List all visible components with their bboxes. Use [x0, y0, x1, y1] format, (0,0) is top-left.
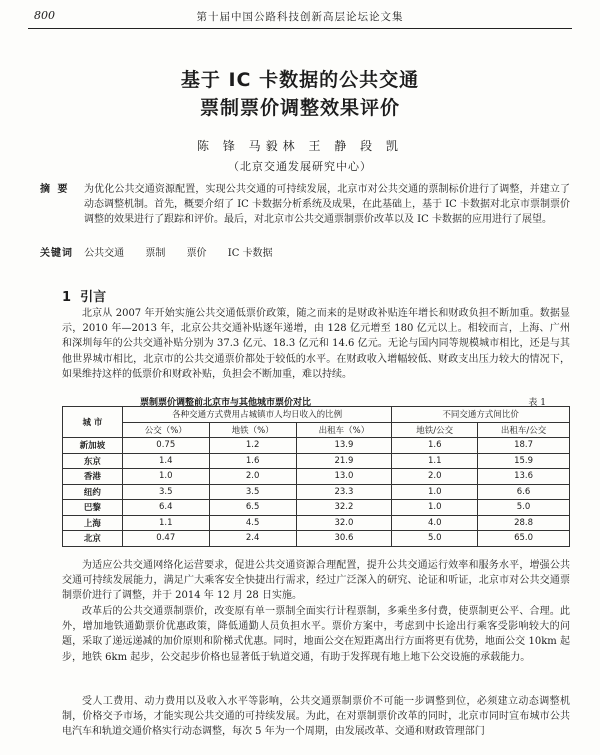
table-cell: 1.1 [392, 453, 478, 469]
table-cell-city: 北京 [63, 531, 123, 547]
table-cell: 1.6 [209, 453, 296, 469]
table-cell-city: 上海 [63, 515, 123, 531]
table-cell: 13.9 [296, 438, 392, 454]
table-row [63, 484, 570, 500]
table-cell: 21.9 [296, 453, 392, 469]
abstract-text: 为优化公共交通资源配置，实现公共交通的可持续发展，北京市对公共交通的票制标价进行了调整，并建立了动态调整机制。首先，概要介绍了 IC 卡数据分析系统及成果，在此基础上，基于 IC 卡数据对北京市票制票价调整的效果进行了跟踪和评价。最后，对北京市公共交通票制票价改革以及 IC 卡数据的应用进行了展望。 [84, 184, 570, 225]
paragraph-4: 受人工费用、动力费用以及收入水平等影响，公共交通票制票价不可能一步调整到位，必须建立动态调整机制，价格交予市场，才能实现公共交通的可持续发展。为此，在对票制票价改革的同时，北京市同时宣布城市公共电汽车和轨道交通价格实行动态调整，每次 5 年为一个周期，由发展改革、交通和财政管理部门 [62, 696, 570, 738]
table-cell: 32.0 [296, 515, 392, 531]
table-cell: 4.5 [209, 515, 296, 531]
table-cell: 5.0 [478, 500, 570, 516]
table-cell: 3.5 [209, 484, 296, 500]
table-cell: 2.0 [392, 469, 478, 485]
table-subheader: 地铁/公交 [392, 422, 478, 438]
table-row [63, 531, 570, 547]
table-cell: 28.8 [478, 515, 570, 531]
table-cell: 13.6 [478, 469, 570, 485]
table-cell: 23.3 [296, 484, 392, 500]
paragraph-1: 北京从 2007 年开始实施公共交通低票价政策，随之而来的是财政补贴连年增长和财政负担不断加重。数据显示，2010 年—2013 年，北京公共交通补贴逐年递增，由 128 亿元增至 180 亿元以上。相较而言，上海、广州和深圳每年的公共交通补贴分别为 37.3 亿元、18.3 亿元和 14.6 亿元。无论与国内同等规模城市相比，还是与其他世界城市相比，北京市的公共交通票价都处于较低的水平。在财政收入增幅较低、财政支出压力较大的情况下，如果维持这样的低票价和财政补贴，负担会不断加重，难以持续。 [62, 308, 570, 380]
journal-title: 第十届中国公路科技创新高层论坛论文集 [196, 11, 404, 23]
table-cell: 2.4 [209, 531, 296, 547]
table-cell: 18.7 [478, 438, 570, 454]
abstract [40, 182, 570, 227]
table-row [63, 438, 570, 454]
table-cell: 3.5 [122, 484, 209, 500]
paragraph-2: 为适应公共交通网络化运营要求，促进公共交通资源合理配置，提升公共交通运行效率和服务水平，增强公共交通可持续发展能力，满足广大乘客安全快捷出行需求，经过广泛深入的研究、论证和听证，北京市对公共交通票制票价进行了调整，并于 2014 年 12 月 28 日实施。 [62, 560, 570, 602]
paper-title-line2: 票制票价调整效果评价 [199, 97, 400, 119]
table-label: 表 1 [528, 398, 546, 408]
table-cell: 5.0 [392, 531, 478, 547]
table-cell-city: 东京 [63, 453, 123, 469]
section-number: 1 [62, 290, 72, 305]
table-cell: 6.4 [122, 500, 209, 516]
table-row [63, 515, 570, 531]
table-cell: 32.2 [296, 500, 392, 516]
table-cell: 1.0 [392, 500, 478, 516]
table-cell: 2.0 [209, 469, 296, 485]
table-subheader: 出租车/公交 [478, 422, 570, 438]
table-cell: 6.6 [478, 484, 570, 500]
keyword: IC 卡数据 [227, 248, 273, 259]
table-row [63, 500, 570, 516]
table-row [63, 469, 570, 485]
paper-title-line1: 基于 IC 卡数据的公共交通 [180, 69, 420, 91]
table-caption-text: 票制票价调整前北京市与其他城市票价对比 [140, 398, 312, 408]
table-header-group2: 不同交通方式间比价 [392, 407, 570, 423]
table-cell: 1.1 [122, 515, 209, 531]
abstract-label: 摘 要 [40, 184, 70, 195]
table-cell: 4.0 [392, 515, 478, 531]
running-header [28, 6, 572, 29]
table-subheader: 公交（%） [122, 422, 209, 438]
table-cell: 65.0 [478, 531, 570, 547]
section-heading [62, 286, 106, 305]
table-cell: 6.5 [209, 500, 296, 516]
table-cell: 1.6 [392, 438, 478, 454]
table-cell: 1.0 [122, 469, 209, 485]
fare-comparison-table [62, 406, 570, 547]
table-cell-city: 新加坡 [63, 438, 123, 454]
table-header-group1: 各种交通方式费用占城镇市人均日收入的比例 [122, 407, 391, 423]
keywords [40, 244, 570, 259]
table-cell: 15.9 [478, 453, 570, 469]
table-cell: 1.0 [392, 484, 478, 500]
keyword: 票价 [186, 248, 207, 259]
table-cell: 1.2 [209, 438, 296, 454]
table-cell: 1.4 [122, 453, 209, 469]
page-number: 800 [34, 9, 55, 22]
table-cell: 0.75 [122, 438, 209, 454]
keyword: 公共交通 [84, 248, 125, 259]
table-row [63, 453, 570, 469]
table-cell: 30.6 [296, 531, 392, 547]
paragraph-3: 改革后的公共交通票制票价，改变原有单一票制全面实行计程票制，多乘坐多付费，使票制更公平、合理。此外，增加地铁通勤票价优惠政策，降低通勤人员负担水平。票价方案中，考虑到中长途出行乘客受影响较大的问题，采取了递远递减的加价原则和阶梯式优惠。同时，地面公交在短距离出行方面将更有优势，地面公交 10km 起步，地铁 6km 起步，公交起步价格也显著低于轨道交通，有助于发挥现有地上地下公交设施的承载能力。 [62, 606, 570, 663]
table-cell-city: 香港 [63, 469, 123, 485]
keyword: 票制 [145, 248, 166, 259]
section-title: 引言 [80, 290, 107, 305]
table-cell: 0.47 [122, 531, 209, 547]
affiliation: （北京交通发展研究中心） [228, 160, 372, 173]
table-cell: 13.0 [296, 469, 392, 485]
authors: 陈 锋 马毅林 王 静 段 凯 [197, 139, 403, 153]
keywords-label: 关键词 [40, 248, 73, 259]
table-cell-city: 巴黎 [63, 500, 123, 516]
table-cell-city: 纽约 [63, 484, 123, 500]
table-subheader: 出租车（%） [296, 422, 392, 438]
table-subheader: 地铁（%） [209, 422, 296, 438]
table-header-city: 城 市 [63, 407, 123, 438]
